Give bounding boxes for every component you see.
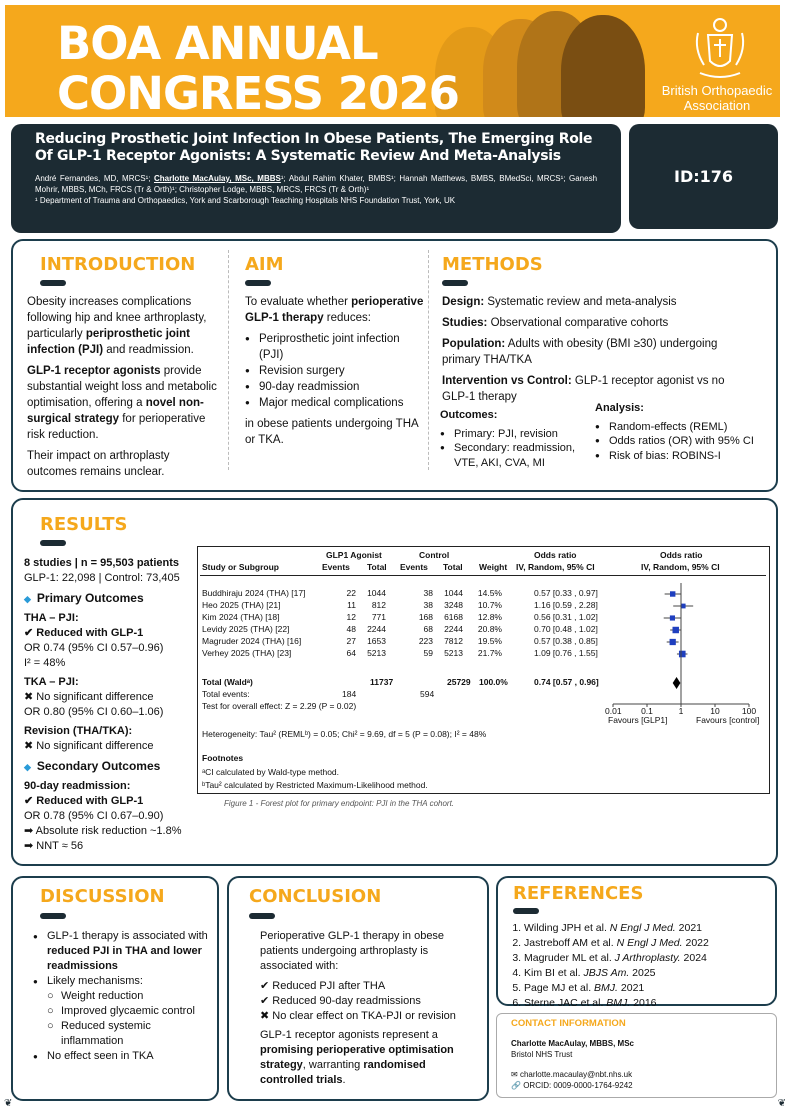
pooled-diamond bbox=[673, 677, 681, 689]
contact-email-row[interactable] bbox=[511, 1069, 762, 1080]
presenting-author: Charlotte MacAulay, MSc, MBBS bbox=[153, 174, 281, 183]
affiliation: ¹ Department of Trauma and Orthopaedics, York and Scarborough Teaching Hospitals NHS Foundation Trust, York, UK bbox=[35, 196, 456, 205]
aim-heading-bar bbox=[245, 280, 271, 286]
results-heading: RESULTS bbox=[40, 514, 128, 535]
boa-crest-logo bbox=[690, 13, 750, 81]
ref-journal: J Arthroplasty. bbox=[614, 952, 681, 964]
contact-email[interactable]: charlotte.macaulay@nbt.nhs.uk bbox=[519, 1070, 633, 1079]
or-marker bbox=[679, 651, 686, 658]
forest-cell-study: Buddhiraju 2024 (THA) [17] bbox=[202, 588, 306, 598]
forest-cell-ci: 0.57 [0.33 , 0.97] bbox=[534, 588, 598, 598]
forest-cell-w: 14.5% bbox=[477, 588, 502, 598]
circle-bullet-icon: ○ bbox=[47, 1005, 54, 1017]
forest-cell-t2: 6168 bbox=[444, 612, 463, 622]
nnt: ➡ NNT ≈ 56 bbox=[24, 840, 84, 852]
readmission-result: ✔ Reduced with GLP-1 bbox=[24, 795, 144, 807]
col-weight: Weight bbox=[479, 562, 508, 572]
col-events-1: Events bbox=[322, 562, 350, 572]
congress-title-line1: BOA ANNUAL bbox=[57, 17, 378, 70]
forest-cell-w: 10.7% bbox=[477, 600, 502, 610]
tick-label: 0.01 bbox=[605, 706, 622, 716]
forest-cell-t2: 7812 bbox=[444, 636, 463, 646]
forest-cell-study: Kim 2024 (THA) [18] bbox=[202, 612, 280, 622]
conclusion-p2b: promising perioperative optimisation strategy bbox=[260, 1044, 454, 1071]
discussion-item: ● No effect seen in TKA bbox=[33, 1049, 211, 1064]
outcome-item: ● Primary: PJI, revision bbox=[440, 427, 590, 442]
aim-heading: AIM bbox=[245, 254, 284, 275]
forest-cell-study: Heo 2025 (THA) [21] bbox=[202, 600, 281, 610]
forest-cell-ci: 1.16 [0.59 , 2.28] bbox=[534, 600, 598, 610]
outcome-item: ● Secondary: readmission, VTE, AKI, CVA, MI bbox=[440, 441, 590, 470]
forest-cell-w: 21.7% bbox=[477, 648, 502, 658]
results-heading-bar bbox=[40, 540, 66, 546]
reference-item bbox=[524, 936, 769, 951]
references-list bbox=[524, 921, 769, 1011]
mechanism-text: Weight reduction bbox=[61, 990, 144, 1002]
analysis-list bbox=[595, 420, 765, 464]
methods-heading-bar bbox=[442, 280, 468, 286]
aim-item: ● 90-day readmission bbox=[245, 379, 425, 395]
conclusion-p2 bbox=[260, 1028, 475, 1088]
total-ci: 0.74 [0.57 , 0.96] bbox=[534, 677, 599, 687]
author-list bbox=[35, 173, 597, 195]
ref-year: 2021 bbox=[675, 922, 703, 934]
outcomes-heading: Outcomes: bbox=[440, 409, 498, 421]
aim-p1a: To evaluate whether bbox=[245, 296, 352, 308]
revision-heading: Revision (THA/TKA): bbox=[24, 725, 133, 737]
header-glp1: GLP1 Agonist bbox=[326, 550, 382, 560]
reference-item bbox=[524, 981, 769, 996]
forest-cell-e2: 168 bbox=[418, 612, 433, 622]
ref-authors: Kim BI et al. bbox=[524, 967, 584, 979]
col-total-2: Total bbox=[443, 562, 463, 572]
forest-cell-t2: 5213 bbox=[444, 648, 463, 658]
aim-item: ● Periprosthetic joint infection (PJI) bbox=[245, 331, 425, 363]
population-key: Population: bbox=[442, 338, 506, 350]
forest-cell-ci: 0.57 [0.38 , 0.85] bbox=[534, 636, 598, 646]
mechanism-sublist bbox=[33, 989, 211, 1049]
total-label: Total (Waldᵃ) bbox=[202, 677, 253, 687]
reference-item bbox=[524, 921, 769, 936]
reference-item bbox=[524, 951, 769, 966]
analysis-item: ● Random-effects (REML) bbox=[595, 420, 765, 435]
events-label: Total events: bbox=[202, 689, 250, 699]
methods-studies bbox=[442, 315, 727, 331]
forest-cell-e1: 64 bbox=[346, 648, 356, 658]
conclusion-p2a: GLP-1 receptor agonists represent a bbox=[260, 1029, 438, 1041]
analysis-block bbox=[595, 401, 765, 463]
absolute-risk-reduction: ➡ Absolute risk reduction ~1.8% bbox=[24, 825, 182, 837]
intro-p1a: Obesity increases complications following hip and knee arthroplasty, particularly bbox=[27, 296, 207, 340]
tha-pji-or: OR 0.74 (95% CI 0.57–0.96) bbox=[24, 642, 164, 654]
intro-text bbox=[27, 294, 217, 485]
intro-p1b: periprosthetic joint infection (PJI) bbox=[27, 328, 190, 356]
aim-text bbox=[245, 294, 425, 453]
conclusion-point: ✖ No clear effect on TKA-PJI or revision bbox=[260, 1010, 456, 1022]
forest-cell-w: 20.8% bbox=[477, 624, 502, 634]
or-marker bbox=[681, 604, 686, 609]
design-key: Design: bbox=[442, 296, 485, 308]
intro-p1 bbox=[27, 294, 217, 358]
footnote-b: ᵇTau² calculated by Restricted Maximum-Likelihood method. bbox=[202, 780, 428, 790]
discussion-item: ● Likely mechanisms: bbox=[33, 974, 211, 989]
analysis-item: ● Risk of bias: ROBINS-I bbox=[595, 449, 765, 464]
events-total-1: 184 bbox=[342, 689, 357, 699]
discussion-text bbox=[33, 929, 211, 1064]
discussion-heading: DISCUSSION bbox=[40, 886, 165, 907]
title-block bbox=[11, 124, 621, 233]
tka-pji-heading: TKA – PJI: bbox=[24, 676, 79, 688]
figure-caption: Figure 1 - Forest plot for primary endpoint: PJI in the THA cohort. bbox=[224, 799, 455, 808]
aim-p1b: perioperative GLP-1 therapy bbox=[245, 296, 424, 324]
favours-glp1: Favours [GLP1] bbox=[608, 715, 668, 725]
col-study: Study or Subgroup bbox=[202, 562, 279, 572]
outcomes-list bbox=[440, 427, 590, 471]
aim-p1 bbox=[245, 294, 425, 326]
author-text-2: ¹; Abdul Rahim Khater, BMBS¹; Hannah Matthews, BMBS, BMedSci, MRCS¹; Ganesh Mohrir, MBBS, MCh, FRCS (Tr & Orth)¹; Christopher Lodge, MBBS, MRCS, FRCS (Tr & Orth)¹ bbox=[35, 174, 598, 194]
forest-cell-e2: 68 bbox=[423, 624, 433, 634]
intro-heading-bar bbox=[40, 280, 66, 286]
contact-org: Bristol NHS Trust bbox=[511, 1050, 573, 1059]
primary-heading-text: Primary Outcomes bbox=[36, 591, 144, 605]
methods-population bbox=[442, 336, 727, 368]
design-value: Systematic review and meta-analysis bbox=[484, 296, 677, 308]
conclusion-point: ✔ Reduced 90-day readmissions bbox=[260, 995, 421, 1007]
header-banner bbox=[5, 5, 780, 117]
ref-authors: Jastreboff AM et al. bbox=[524, 937, 617, 949]
total-t1: 11737 bbox=[370, 677, 394, 687]
forest-cell-t2: 3248 bbox=[444, 600, 463, 610]
outcomes-block bbox=[440, 408, 590, 470]
col-events-2: Events bbox=[400, 562, 428, 572]
ref-authors: Magruder ML et al. bbox=[524, 952, 615, 964]
link-icon: 🔗 bbox=[511, 1081, 524, 1090]
silhouette-4 bbox=[561, 15, 645, 117]
discussion-list bbox=[33, 929, 211, 989]
forest-cell-t1: 1044 bbox=[367, 588, 386, 598]
forest-cell-e1: 11 bbox=[347, 600, 356, 610]
forest-cell-e2: 38 bbox=[423, 600, 433, 610]
methods-design bbox=[442, 294, 727, 310]
header-control: Control bbox=[419, 550, 450, 560]
forest-cell-study: Levidy 2025 (THA) [22] bbox=[202, 624, 290, 634]
discussion-i1a: GLP-1 therapy is associated with bbox=[47, 930, 208, 942]
ref-year: 2022 bbox=[682, 937, 709, 949]
ref-authors: Wilding JPH et al. bbox=[524, 922, 610, 934]
divider-1 bbox=[228, 250, 229, 470]
references-heading-bar bbox=[513, 908, 539, 914]
org-name-line2: Association bbox=[683, 98, 751, 113]
diamond-bullet-icon: ◆ bbox=[24, 762, 31, 772]
forest-cell-ci: 0.56 [0.31 , 1.02] bbox=[534, 612, 598, 622]
tha-pji-result: ✔ Reduced with GLP-1 bbox=[24, 627, 144, 639]
forest-cell-e2: 223 bbox=[418, 636, 433, 646]
conclusion-text bbox=[260, 929, 475, 1093]
studies-key: Studies: bbox=[442, 317, 488, 329]
conclusion-heading-bar bbox=[249, 913, 275, 919]
discussion-heading-bar bbox=[40, 913, 66, 919]
forest-cell-t2: 1044 bbox=[444, 588, 463, 598]
ref-year: 2024 bbox=[680, 952, 707, 964]
poster-title: Reducing Prosthetic Joint Infection In Obese Patients, The Emerging Role Of GLP-1 Receptor Agonists: A Systematic Review And Meta-Analysis bbox=[35, 131, 593, 164]
footnotes-heading: Footnotes bbox=[202, 753, 244, 763]
ref-journal: N Engl J Med. bbox=[616, 937, 683, 949]
aim-item: ● Major medical complications bbox=[245, 395, 425, 411]
forest-cell-t1: 5213 bbox=[367, 648, 386, 658]
intro-p2d: for perioperative risk reduction. bbox=[27, 413, 206, 441]
forest-cell-e1: 27 bbox=[346, 636, 356, 646]
methods-heading: METHODS bbox=[442, 254, 543, 275]
footnote-a: ᵃCI calculated by Wald-type method. bbox=[202, 767, 340, 777]
divider-2 bbox=[428, 250, 429, 470]
contact-orcid-row[interactable] bbox=[511, 1080, 762, 1091]
col-total-1: Total bbox=[367, 562, 387, 572]
mechanism-item bbox=[47, 1004, 211, 1019]
discussion-i1b: reduced PJI in THA and lower readmissions bbox=[47, 945, 202, 972]
forest-cell-study: Magruder 2024 (THA) [16] bbox=[202, 636, 302, 646]
population-value: Adults with obesity (BMI ≥30) undergoing primary THA/TKA bbox=[442, 338, 718, 366]
col-iv-2: IV, Random, 95% CI bbox=[641, 562, 720, 572]
conclusion-p2d: randomised controlled trials bbox=[260, 1059, 426, 1086]
aim-p2: in obese patients undergoing THA or TKA. bbox=[245, 418, 419, 446]
ref-year: 2021 bbox=[617, 982, 645, 994]
intro-p2b: provide substantial weight loss and metabolic optimisation, offering a bbox=[27, 365, 217, 409]
ref-year: 2025 bbox=[629, 967, 656, 979]
overall-effect-test: Test for overall effect: Z = 2.29 (P = 0.02) bbox=[202, 701, 357, 711]
methods-text bbox=[442, 294, 727, 410]
aim-p1c: reduces: bbox=[323, 312, 371, 324]
reference-item bbox=[524, 966, 769, 981]
abstract-id: ID:176 bbox=[673, 167, 734, 186]
ref-authors: Page MJ et al. bbox=[524, 982, 595, 994]
tha-pji-i2: I² = 48% bbox=[24, 657, 66, 669]
aim-item: ● Revision surgery bbox=[245, 363, 425, 379]
forest-cell-t1: 812 bbox=[371, 600, 386, 610]
intro-p2a: GLP-1 receptor agonists bbox=[27, 365, 161, 377]
boa-org-name bbox=[657, 83, 777, 113]
forest-cell-ci: 1.09 [0.76 , 1.55] bbox=[534, 648, 598, 658]
corner-ornament-left: ❦ bbox=[4, 1098, 13, 1109]
forest-cell-w: 12.8% bbox=[477, 612, 502, 622]
secondary-outcomes-heading bbox=[24, 759, 194, 775]
mechanism-item bbox=[47, 989, 211, 1004]
contact-heading: CONTACT INFORMATION bbox=[511, 1018, 626, 1029]
forest-cell-t1: 1653 bbox=[367, 636, 386, 646]
intro-p1c: and readmission. bbox=[103, 344, 194, 356]
aim-list bbox=[245, 331, 425, 411]
forest-svg bbox=[198, 547, 771, 747]
tka-pji-result: ✖ No significant difference bbox=[24, 691, 154, 703]
conclusion-p2c: , warranting bbox=[302, 1059, 364, 1071]
circle-bullet-icon: ○ bbox=[47, 1020, 54, 1032]
mechanism-text: Reduced systemic inflammation bbox=[61, 1020, 151, 1047]
congress-title-line2: CONGRESS 2026 bbox=[57, 67, 459, 117]
heterogeneity: Heterogeneity: Tau² (REMLᵇ) = 0.05; Chi² = 9.69, df = 5 (P = 0.08); I² = 48% bbox=[202, 729, 487, 739]
intro-p2c: novel non-surgical strategy bbox=[27, 397, 204, 425]
analysis-heading: Analysis: bbox=[595, 402, 644, 414]
ref-year: 2016 bbox=[630, 997, 657, 1009]
total-t2: 25729 bbox=[447, 677, 471, 687]
org-name-line1: British Orthopaedic bbox=[661, 83, 773, 98]
primary-outcomes-heading bbox=[24, 591, 194, 607]
intro-p3: Their impact on arthroplasty outcomes remains unclear. bbox=[27, 450, 170, 478]
tick-label: 100 bbox=[741, 706, 757, 716]
circle-bullet-icon: ○ bbox=[47, 990, 54, 1002]
forest-cell-w: 19.5% bbox=[477, 636, 502, 646]
forest-cell-e2: 38 bbox=[423, 588, 433, 598]
tick-label: 10 bbox=[710, 706, 720, 716]
tick-label: 1 bbox=[678, 706, 684, 716]
col-iv-1: IV, Random, 95% CI bbox=[516, 562, 595, 572]
readmission-or: OR 0.78 (95% CI 0.67–0.90) bbox=[24, 810, 164, 822]
abstract-id-box bbox=[629, 124, 778, 229]
conclusion-p2e: . bbox=[342, 1074, 346, 1086]
or-marker bbox=[670, 591, 675, 596]
forest-cell-e2: 59 bbox=[423, 648, 433, 658]
analysis-item: ● Odds ratios (OR) with 95% CI bbox=[595, 434, 765, 449]
favours-control: Favours [control] bbox=[696, 715, 760, 725]
forest-plot bbox=[197, 546, 770, 794]
email-icon: ✉ bbox=[511, 1070, 520, 1079]
ref-journal: JBJS Am. bbox=[583, 967, 630, 979]
discussion-list-2 bbox=[33, 1049, 211, 1064]
or-marker bbox=[670, 639, 676, 645]
ref-journal: BMJ. bbox=[594, 982, 618, 994]
revision-result: ✖ No significant difference bbox=[24, 740, 154, 752]
ref-authors: Sterne JAC et al. bbox=[524, 997, 607, 1009]
forest-cell-e1: 12 bbox=[346, 612, 356, 622]
forest-cell-e1: 22 bbox=[346, 588, 356, 598]
contact-box bbox=[496, 1013, 777, 1098]
discussion-item bbox=[33, 929, 211, 974]
mechanism-item bbox=[47, 1019, 211, 1049]
diamond-bullet-icon: ◆ bbox=[24, 594, 31, 604]
events-total-2: 594 bbox=[420, 689, 435, 699]
conclusion-heading: CONCLUSION bbox=[249, 886, 382, 907]
reference-item bbox=[524, 996, 769, 1011]
mechanism-text: Improved glycaemic control bbox=[61, 1005, 195, 1017]
studies-value: Observational comparative cohorts bbox=[487, 317, 669, 329]
intervention-value: GLP-1 receptor agonist vs no GLP-1 therapy bbox=[442, 375, 725, 403]
readmission-heading: 90-day readmission: bbox=[24, 780, 131, 792]
or-marker bbox=[673, 627, 679, 633]
contact-name: Charlotte MacAulay, MBBS, MSc bbox=[511, 1039, 634, 1048]
conclusion-p1: Perioperative GLP-1 therapy in obese patients undergoing arthroplasty is associated with: bbox=[260, 930, 445, 972]
ref-journal: BMJ. bbox=[606, 997, 631, 1009]
results-split: GLP-1: 22,098 | Control: 73,405 bbox=[24, 572, 180, 584]
total-weight: 100.0% bbox=[479, 677, 508, 687]
tka-pji-or: OR 0.80 (95% CI 0.60–1.06) bbox=[24, 706, 164, 718]
tick-label: 0.1 bbox=[641, 706, 653, 716]
ref-journal: N Engl J Med. bbox=[609, 922, 676, 934]
corner-ornament-right: ❦ bbox=[777, 1098, 786, 1109]
intro-p2 bbox=[27, 363, 217, 443]
intervention-key: Intervention vs Control: bbox=[442, 375, 572, 387]
header-or-1: Odds ratio bbox=[534, 550, 577, 560]
tha-pji-heading: THA – PJI: bbox=[24, 612, 79, 624]
forest-cell-study: Verhey 2025 (THA) [23] bbox=[202, 648, 292, 658]
contact-orcid[interactable]: ORCID: 0009-0000-1764-9242 bbox=[523, 1081, 633, 1090]
forest-cell-e1: 48 bbox=[346, 624, 356, 634]
forest-cell-ci: 0.70 [0.48 , 1.02] bbox=[534, 624, 598, 634]
forest-cell-t1: 771 bbox=[371, 612, 386, 622]
conclusion-point: ✔ Reduced PJI after THA bbox=[260, 980, 386, 992]
or-marker bbox=[670, 615, 675, 620]
results-summary-line: 8 studies | n = 95,503 patients bbox=[24, 557, 180, 569]
references-heading: REFERENCES bbox=[513, 883, 644, 904]
author-text-1: André Fernandes, MD, MRCS¹; bbox=[35, 174, 154, 183]
forest-cell-t2: 2244 bbox=[444, 624, 463, 634]
forest-cell-t1: 2244 bbox=[367, 624, 386, 634]
secondary-heading-text: Secondary Outcomes bbox=[36, 759, 161, 773]
intro-heading: INTRODUCTION bbox=[40, 254, 196, 275]
header-or-2: Odds ratio bbox=[660, 550, 703, 560]
results-summary bbox=[24, 556, 194, 854]
